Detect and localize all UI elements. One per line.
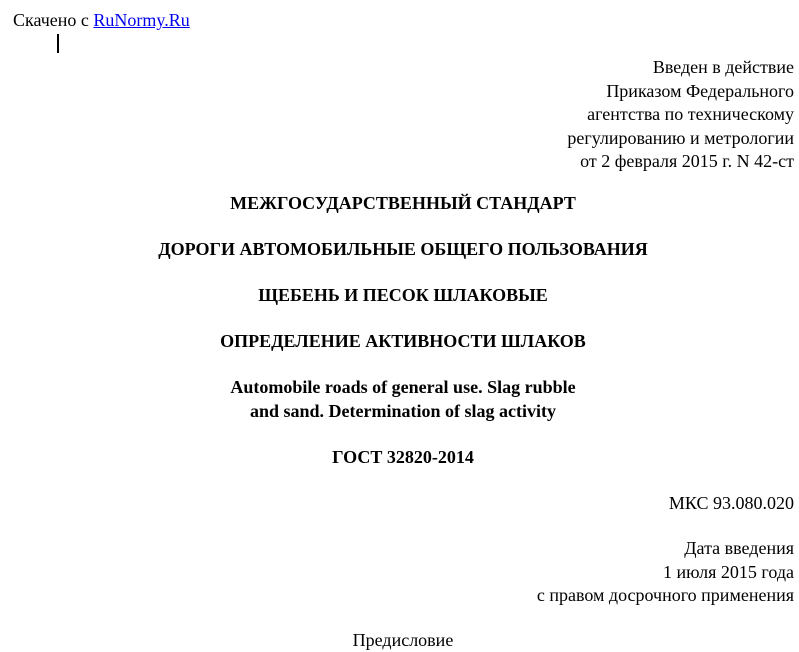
introduction-line: 1 июля 2015 года — [663, 561, 794, 582]
title-line-1: ДОРОГИ АВТОМОБИЛЬНЫЕ ОБЩЕГО ПОЛЬЗОВАНИЯ — [158, 239, 648, 259]
introduction-line: с правом досрочного применения — [536, 585, 794, 605]
approval-block — [567, 56, 794, 174]
approval-line: Приказом Федерального — [606, 80, 794, 101]
mks-code: МКС 93.080.020 — [668, 493, 794, 513]
approval-line: агентства по техническому — [587, 104, 794, 124]
introduction-line: Дата введения — [684, 538, 794, 558]
source-attribution — [13, 8, 190, 32]
source-prefix: Скачено с — [13, 10, 94, 30]
preface-heading: Предисловие — [352, 630, 454, 650]
approval-line: Введен в действие — [652, 57, 794, 77]
standard-type-heading: МЕЖГОСУДАРСТВЕННЫЙ СТАНДАРТ — [230, 193, 576, 213]
title-line-2: ЩЕБЕНЬ И ПЕСОК ШЛАКОВЫЕ — [258, 285, 548, 305]
english-title — [6, 376, 799, 423]
english-title-line: and sand. Determination of slag activity — [250, 400, 556, 421]
approval-line: регулированию и метрологии — [567, 127, 794, 148]
standard-designation: ГОСТ 32820-2014 — [332, 447, 474, 467]
english-title-line: Automobile roads of general use. Slag rubble — [230, 377, 576, 397]
approval-line: от 2 февраля 2015 г. N 42-ст — [580, 151, 794, 171]
source-link[interactable]: RuNormy.Ru — [93, 10, 190, 30]
title-line-3: ОПРЕДЕЛЕНИЕ АКТИВНОСТИ ШЛАКОВ — [220, 331, 586, 351]
text-cursor — [57, 34, 59, 53]
introduction-date-block — [537, 537, 794, 608]
